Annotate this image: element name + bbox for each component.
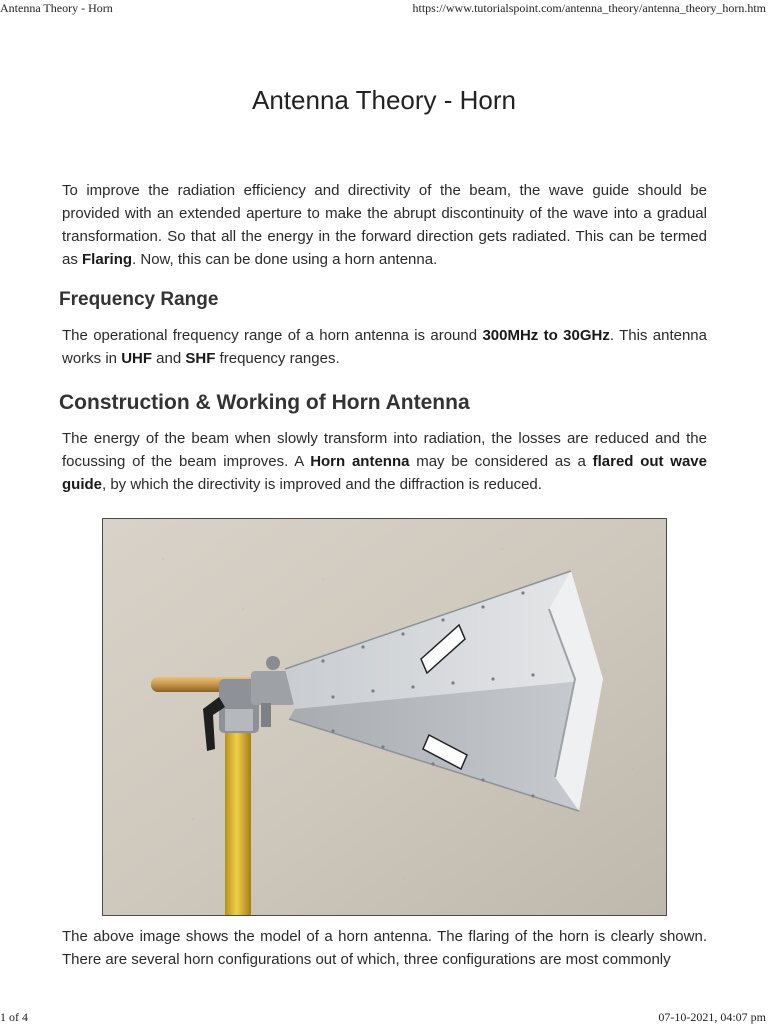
- horn-antenna-photo: [102, 518, 667, 916]
- intro-paragraph: To improve the radiation efficiency and directivity of the beam, the wave guide should be provided with an extended aperture to make the abrupt discontinuity of the wave into a gradual transformation. So that all the energy in the forward direction gets radiated. This can be termed as Flaring. Now, this can be done using a horn antenna.: [62, 182, 707, 268]
- frequency-range-heading: Frequency Range: [59, 289, 219, 310]
- print-header-url: https://www.tutorialspoint.com/antenna_theory/antenna_theory_horn.htm: [412, 1, 766, 15]
- page-count: 1 of 4: [0, 1010, 28, 1024]
- construction-paragraph: The energy of the beam when slowly transform into radiation, the losses are reduced and the focussing of the beam improves. A Horn antenna may be considered as a flared out wave guide, by which the directivity is improved and the diffraction is reduced.: [62, 430, 707, 493]
- frequency-paragraph: The operational frequency range of a horn antenna is around 300MHz to 30GHz. This antenna works in UHF and SHF frequency ranges.: [62, 327, 707, 367]
- print-header-title: Antenna Theory - Horn: [0, 1, 113, 15]
- print-datetime: 07-10-2021, 04:07 pm: [658, 1010, 766, 1024]
- after-image-paragraph: The above image shows the model of a horn antenna. The flaring of the horn is clearly shown. There are several horn configurations out of which, three configurations are most commonly: [62, 928, 707, 968]
- page-title: Antenna Theory - Horn: [252, 85, 516, 115]
- construction-heading: Construction & Working of Horn Antenna: [59, 391, 470, 414]
